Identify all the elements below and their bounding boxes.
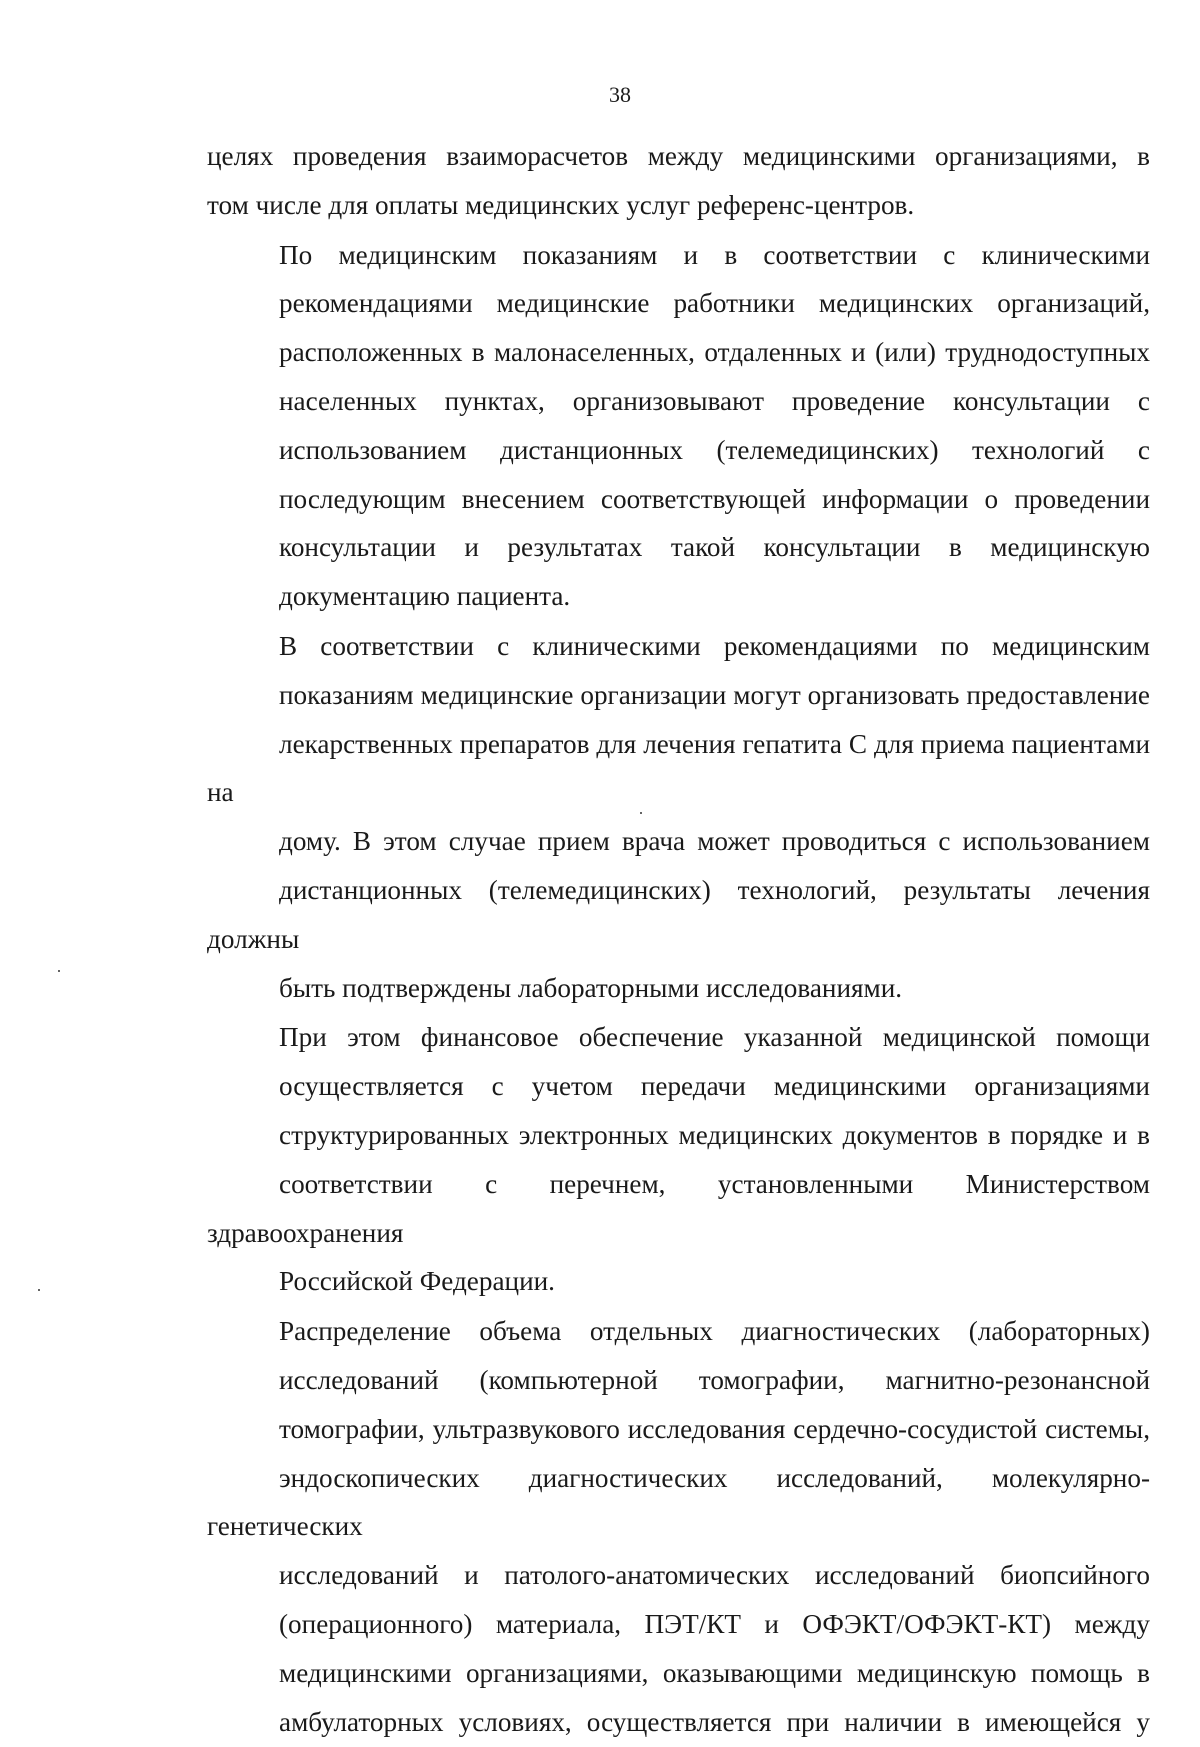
text-line: эндоскопических диагностических исследований, молекулярно-генетических: [207, 1462, 1150, 1542]
text-line: исследований и патолого-анатомических исследований биопсийного: [279, 1560, 1150, 1591]
text-line: лекарственных препаратов для лечения гепатита С для приема пациентами на: [207, 728, 1150, 808]
text-line: При этом финансовое обеспечение указанной медицинской помощи: [279, 1022, 1150, 1053]
text-line: (операционного) материала, ПЭТ/КТ и ОФЭКТ/ОФЭКТ-КТ) между: [279, 1608, 1150, 1639]
text-line: Российской Федерации.: [279, 1266, 555, 1297]
paragraph-2: [207, 231, 1150, 621]
document-body: [207, 132, 1150, 1747]
scan-speck: [58, 970, 60, 972]
text-line: населенных пунктах, организовывают проведение консультации с: [279, 385, 1150, 416]
text-line: консультации и результатах такой консультации в медицинскую: [279, 532, 1150, 563]
text-line: использованием дистанционных (телемедицинских) технологий с: [279, 434, 1150, 465]
text-line: рекомендациями медицинские работники медицинских организаций,: [279, 288, 1150, 319]
text-line: дому. В этом случае прием врача может проводиться с использованием: [279, 826, 1150, 857]
text-line: последующим внесением соответствующей информации о проведении: [279, 483, 1150, 514]
paragraph-1: [207, 132, 1150, 230]
text-line: амбулаторных условиях, осуществляется при наличии в имеющейся у: [279, 1706, 1150, 1737]
page-number: 38: [609, 82, 631, 107]
paragraph-4: [207, 1013, 1150, 1306]
text-line: соответствии с перечнем, установленными Министерством здравоохранения: [207, 1168, 1150, 1248]
scan-speck: [38, 1289, 40, 1291]
text-line: медицинскими организациями, оказывающими медицинскую помощь в: [279, 1657, 1150, 1688]
text-line: том числе для оплаты медицинских услуг референс-центров.: [207, 189, 915, 220]
paragraph-5: [207, 1307, 1150, 1746]
text-line: целях проведения взаиморасчетов между медицинскими организациями, в: [207, 141, 1150, 171]
text-line: В соответствии с клиническими рекомендациями по медицинским: [279, 630, 1150, 661]
text-line: документацию пациента.: [279, 581, 571, 612]
text-line: Распределение объема отдельных диагностических (лабораторных): [279, 1316, 1150, 1347]
paragraph-3: [207, 622, 1150, 1012]
text-line: структурированных электронных медицинских документов в порядке и в: [279, 1119, 1150, 1150]
text-line: томографии, ультразвукового исследования сердечно-сосудистой системы,: [279, 1413, 1150, 1444]
text-line: исследований (компьютерной томографии, магнитно-резонансной: [279, 1364, 1150, 1395]
text-line: дистанционных (телемедицинских) технологий, результаты лечения должны: [207, 874, 1150, 954]
text-line: расположенных в малонаселенных, отдаленных и (или) труднодоступных: [279, 337, 1150, 368]
text-line: показаниям медицинские организации могут организовать предоставление: [279, 679, 1150, 710]
scan-speck: [640, 812, 642, 814]
text-line: быть подтверждены лабораторными исследованиями.: [279, 972, 903, 1003]
text-line: По медицинским показаниям и в соответствии с клиническими: [279, 239, 1150, 270]
text-line: осуществляется с учетом передачи медицинскими организациями: [279, 1071, 1150, 1102]
